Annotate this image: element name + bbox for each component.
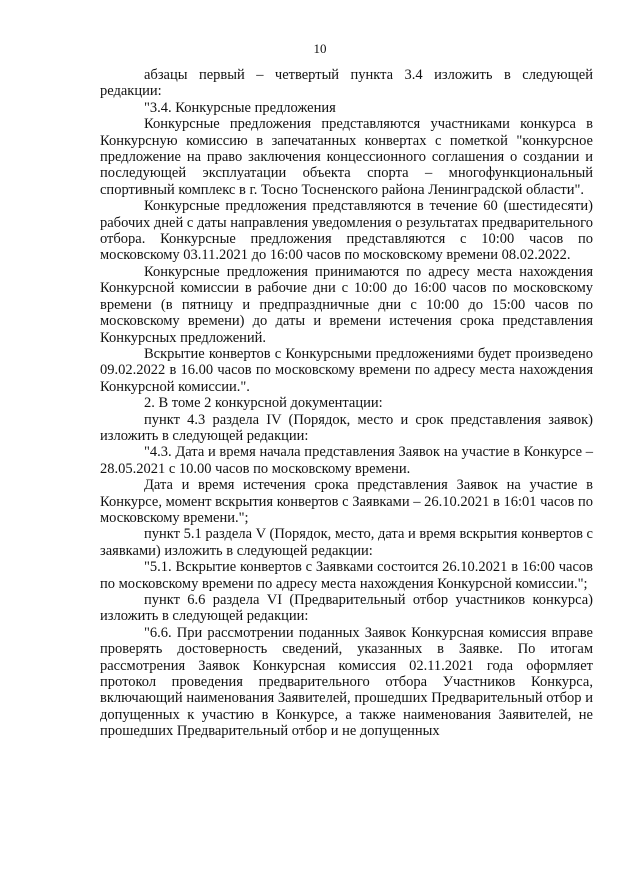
paragraph: "6.6. При рассмотрении поданных Заявок Конкурсная комиссия вправе проверять достоверность сведений, указанных в Заявке. По итогам рассмотрения Заявок Конкурсная комиссия 02.11.2021 года оформляет протокол проведения предварительного отбора Участников Конкурса, включающий наименования Заявителей, прошедших Предварительный отбор и допущенных к участию в Конкурсе, а также наименования Заявителей, не прошедших Предварительный отбор и не допущенных [100, 624, 593, 740]
paragraph: Конкурсные предложения представляются в течение 60 (шестидесяти) рабочих дней с даты направления уведомления о результатах предварительного отбора. Конкурсные предложения представляются с 10:00 часов по московскому 03.11.2021 до 16:00 часов по московскому времени 08.02.2022. [100, 198, 593, 264]
paragraph: "4.3. Дата и время начала представления Заявок на участие в Конкурсе – 28.05.2021 с 10.00 часов по московскому времени. [100, 444, 593, 477]
paragraph: Дата и время истечения срока представления Заявок на участие в Конкурсе, момент вскрытия конвертов с Заявками – 26.10.2021 в 16:01 часов по московскому времени."; [100, 477, 594, 526]
document-body [100, 67, 593, 740]
paragraph: абзацы первый – четвертый пункта 3.4 изложить в следующей редакции: [100, 67, 593, 100]
page-number: 10 [313, 41, 327, 56]
paragraph: 2. В томе 2 конкурсной документации: [144, 395, 383, 412]
paragraph: пункт 4.3 раздела IV (Порядок, место и срок представления заявок) изложить в следующей редакции: [100, 411, 593, 444]
paragraph: пункт 5.1 раздела V (Порядок, место, дата и время вскрытия конвертов с заявками) изложить в следующей редакции: [100, 526, 593, 559]
paragraph: пункт 6.6 раздела VI (Предварительный отбор участников конкурса) изложить в следующей редакции: [100, 592, 593, 625]
paragraph: Вскрытие конвертов с Конкурсными предложениями будет произведено 09.02.2022 в 16.00 часов по московскому времени по адресу места нахождения Конкурсной комиссии.". [100, 345, 593, 395]
paragraph: Конкурсные предложения принимаются по адресу места нахождения Конкурсной комиссии в рабочие дни с 10:00 до 16:00 часов по московскому времени (в пятницу и предпраздничные дни с 10:00 до 15:00 часов по московскому времени) до даты и времени истечения срока представления Конкурсных предложений. [100, 263, 593, 346]
paragraph-section-heading: "3.4. Конкурсные предложения [144, 99, 336, 116]
paragraph: Конкурсные предложения представляются участниками конкурса в Конкурсную комиссию в запечатанных конвертах с пометкой "конкурсное предложение на право заключения концессионного соглашения о создании и последующей эксплуатации объекта спорта – многофункциональный спортивный комплекс в г. Тосно Тосненского района Ленинградской области". [100, 116, 593, 198]
paragraph: "5.1. Вскрытие конвертов с Заявками состоится 26.10.2021 в 16:00 часов по московскому времени по адресу места нахождения Конкурсной комиссии."; [100, 559, 593, 592]
